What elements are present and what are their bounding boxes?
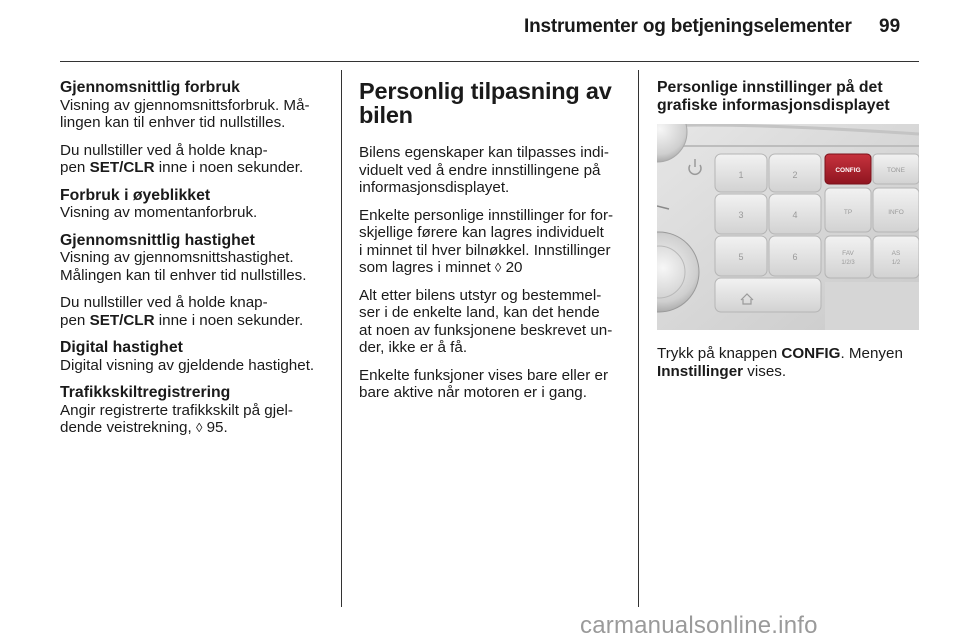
button-reference: CONFIG (781, 345, 841, 362)
heading-line: bilen (359, 102, 413, 128)
page-number: 99 (879, 16, 901, 37)
button-label: TP (843, 209, 853, 216)
button-label: 3 (738, 210, 744, 220)
body-text: ser i de enkelte land, kan det hende (359, 304, 600, 321)
column-1 (60, 79, 336, 437)
preset-button-1[interactable] (715, 154, 767, 192)
section-average-speed (60, 232, 336, 330)
body-text: skjellige førere kan lagres individuelt (359, 224, 604, 241)
preset-button-5[interactable] (715, 236, 767, 276)
paragraph (359, 367, 625, 402)
page-reference[interactable]: 20 (501, 259, 523, 276)
heading-line: Personlig tilpasning av (359, 78, 612, 104)
text-run: som lagres i minnet (359, 259, 495, 276)
preset-button-2[interactable] (769, 154, 821, 192)
button-label: AS (891, 250, 901, 257)
body-text: Angir registrerte trafikkskilt på gjel- (60, 401, 293, 419)
page-reference-arrow-icon: ◊ (195, 420, 203, 435)
as-button[interactable] (873, 236, 919, 278)
body-text (657, 363, 925, 381)
button-label: 6 (792, 252, 798, 262)
preset-button-4[interactable] (769, 194, 821, 234)
section-digital-speed (60, 339, 336, 374)
paragraph (359, 287, 625, 357)
page-header-title: Instrumenter og betjeningselementer (524, 16, 852, 37)
body-text: Visning av gjennomsnittsforbruk. Må- (60, 96, 310, 114)
header-divider (60, 61, 919, 62)
section-average-consumption (60, 79, 336, 177)
section-heading: Trafikkskiltregistrering (60, 384, 231, 401)
button-label: 5 (738, 252, 744, 262)
preset-button-3[interactable] (715, 194, 767, 234)
tp-button[interactable] (825, 188, 871, 232)
column-2 (359, 79, 625, 402)
button-label: CONFIG (835, 167, 861, 174)
body-text: Digital visning av gjeldende hastighet. (60, 356, 315, 374)
body-text: Enkelte personlige innstillinger for for- (359, 206, 614, 224)
page-reference-arrow-icon: ◊ (494, 260, 502, 275)
button-label: 1/2/3 (841, 260, 855, 266)
info-button[interactable] (873, 188, 919, 232)
chapter-heading (359, 79, 625, 127)
heading-line: Personlige innstillinger på det (657, 79, 883, 96)
button-reference: SET/CLR (89, 311, 155, 329)
body-text: i minnet til hver bilnøkkel. Innstillinger (359, 241, 611, 259)
column-divider-1 (341, 70, 342, 607)
text-run: pen (60, 159, 90, 176)
body-text (60, 312, 336, 330)
body-text: Du nullstiller ved å holde knap- (60, 294, 268, 311)
body-text: informasjonsdisplayet. (359, 179, 510, 196)
body-text: Enkelte funksjoner vises bare eller er (359, 366, 609, 384)
config-button[interactable] (825, 154, 871, 184)
body-text: Visning av momentanforbruk. (60, 204, 258, 221)
body-text: der, ikke er å få. (359, 339, 468, 356)
caption (657, 345, 925, 380)
home-button[interactable] (715, 278, 821, 312)
section-heading: Forbruk i øyeblikket (60, 186, 211, 204)
body-text (359, 259, 625, 277)
button-label: FAV (842, 250, 854, 257)
button-label: 4 (792, 210, 798, 220)
button-label: INFO (888, 209, 904, 216)
text-run: dende veistrekning, (60, 419, 196, 436)
text-run: inne i noen sekunder. (154, 159, 304, 176)
section-heading (657, 79, 925, 114)
body-text: Målingen kan til enhver tid nullstilles. (60, 266, 307, 284)
body-text: Visning av gjennomsnittshastighet. (60, 249, 294, 266)
page-reference[interactable]: 95. (202, 419, 228, 436)
body-text (60, 419, 336, 437)
body-text: Bilens egenskaper kan tilpasses indi- (359, 144, 609, 161)
button-label: 1/2 (891, 260, 901, 266)
body-text: Alt etter bilens utstyr og bestemmel- (359, 286, 602, 304)
fav-button[interactable] (825, 236, 871, 278)
button-label: 2 (792, 170, 798, 180)
body-text: at noen av funksjonene beskrevet un- (359, 321, 613, 339)
section-traffic-sign (60, 384, 336, 437)
paragraph (359, 144, 625, 197)
section-instant-consumption (60, 187, 336, 222)
button-reference: SET/CLR (89, 159, 155, 176)
section-heading: Gjennomsnittlig hastighet (60, 231, 255, 249)
preset-button-6[interactable] (769, 236, 821, 276)
heading-line: grafiske informasjonsdisplayet (657, 96, 890, 114)
body-text: viduelt ved å endre innstillingene på (359, 161, 601, 179)
body-text: lingen kan til enhver tid nullstilles. (60, 114, 286, 131)
text-run: vises. (743, 362, 787, 380)
control-panel-photo (657, 124, 919, 330)
column-3 (657, 79, 925, 380)
text-run: . Menyen (840, 345, 903, 362)
body-text: bare aktive når motoren er i gang. (359, 384, 587, 401)
body-text: Du nullstiller ved å holde knap- (60, 141, 268, 159)
tone-button[interactable] (873, 154, 919, 184)
button-label: TONE (887, 167, 905, 174)
body-text (60, 159, 336, 177)
section-heading: Gjennomsnittlig forbruk (60, 79, 240, 96)
text-run: Trykk på knappen (657, 345, 782, 362)
button-label: 1 (738, 170, 744, 180)
menu-reference: Innstillinger (657, 362, 744, 380)
text-run: inne i noen sekunder. (154, 311, 304, 329)
paragraph (359, 207, 625, 277)
panel-lower-trim (825, 282, 919, 330)
column-divider-2 (638, 70, 639, 607)
text-run: pen (60, 311, 90, 329)
section-heading: Digital hastighet (60, 339, 183, 356)
watermark-text: carmanualsonline.info (580, 612, 818, 639)
body-text (657, 345, 925, 363)
